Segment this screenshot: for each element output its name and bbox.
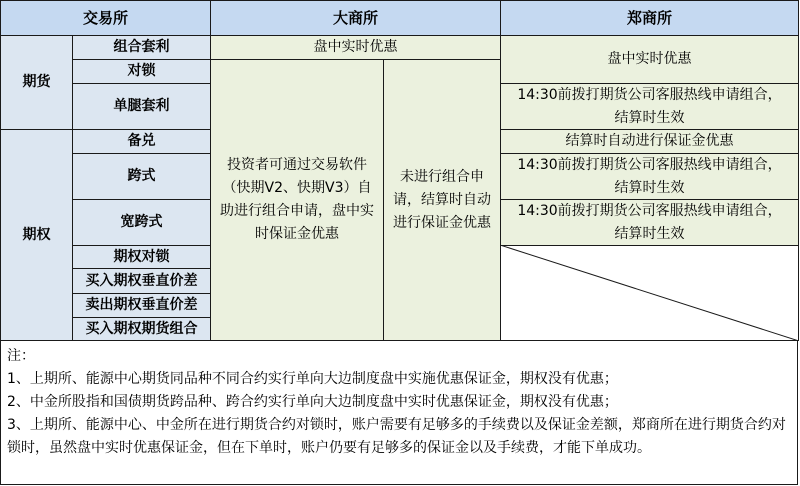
czce-hotline-single-leg: 14:30前拨打期货公司客服热线申请组合，结算时生效 — [500, 83, 799, 130]
dce-software: 投资者可通过交易软件（快期V2、快期V3）自助进行组合申请，盘中实时保证金优惠 — [210, 59, 384, 341]
dce-combo: 盘中实时优惠 — [210, 35, 501, 60]
czce-covered: 结算时自动进行保证金优惠 — [500, 129, 799, 154]
row-label: 组合套利 — [72, 35, 211, 60]
czce-realtime: 盘中实时优惠 — [500, 35, 799, 84]
header-exchange: 交易所 — [0, 0, 211, 36]
row-label: 单腿套利 — [72, 83, 211, 130]
czce-not-applicable — [500, 245, 799, 341]
note-item: 1、上期所、能源中心期货同品种不同合约实行单向大边制度盘中实施优惠保证金，期权没有优惠； — [7, 371, 618, 387]
note-item: 3、上期所、能源中心、中金所在进行期货合约对锁时，账户需要有足够多的手续费以及保证金差额，郑商所在进行期货合约对锁时，虽然盘中实时优惠保证金，但在下单时，账户仍要有足够多的保证金以及手续费，才能下单成功。 — [7, 417, 786, 456]
czce-hotline-straddle: 14:30前拨打期货公司客服热线申请组合，结算时生效 — [500, 153, 799, 200]
row-label: 跨式 — [72, 153, 211, 200]
category-futures: 期货 — [0, 35, 73, 130]
notes-title: 注： — [7, 348, 35, 364]
dce-settlement: 未进行组合申请，结算时自动进行保证金优惠 — [383, 59, 501, 341]
row-label: 买入期权垂直价差 — [72, 268, 211, 294]
header-czce: 郑商所 — [500, 0, 799, 36]
row-label: 买入期权期货组合 — [72, 317, 211, 341]
header-dce: 大商所 — [210, 0, 501, 36]
row-label: 备兑 — [72, 129, 211, 154]
row-label: 对锁 — [72, 59, 211, 84]
note-item: 2、中金所股指和国债期货跨品种、跨合约实行单向大边制度盘中实时优惠保证金，期权没有优惠； — [7, 394, 618, 410]
row-label: 宽跨式 — [72, 199, 211, 246]
notes — [0, 340, 798, 485]
row-label: 期权对锁 — [72, 245, 211, 269]
czce-hotline-strangle: 14:30前拨打期货公司客服热线申请组合，结算时生效 — [500, 199, 799, 246]
diagonal-line — [500, 245, 799, 341]
row-label: 卖出期权垂直价差 — [72, 293, 211, 318]
category-options: 期权 — [0, 129, 73, 341]
